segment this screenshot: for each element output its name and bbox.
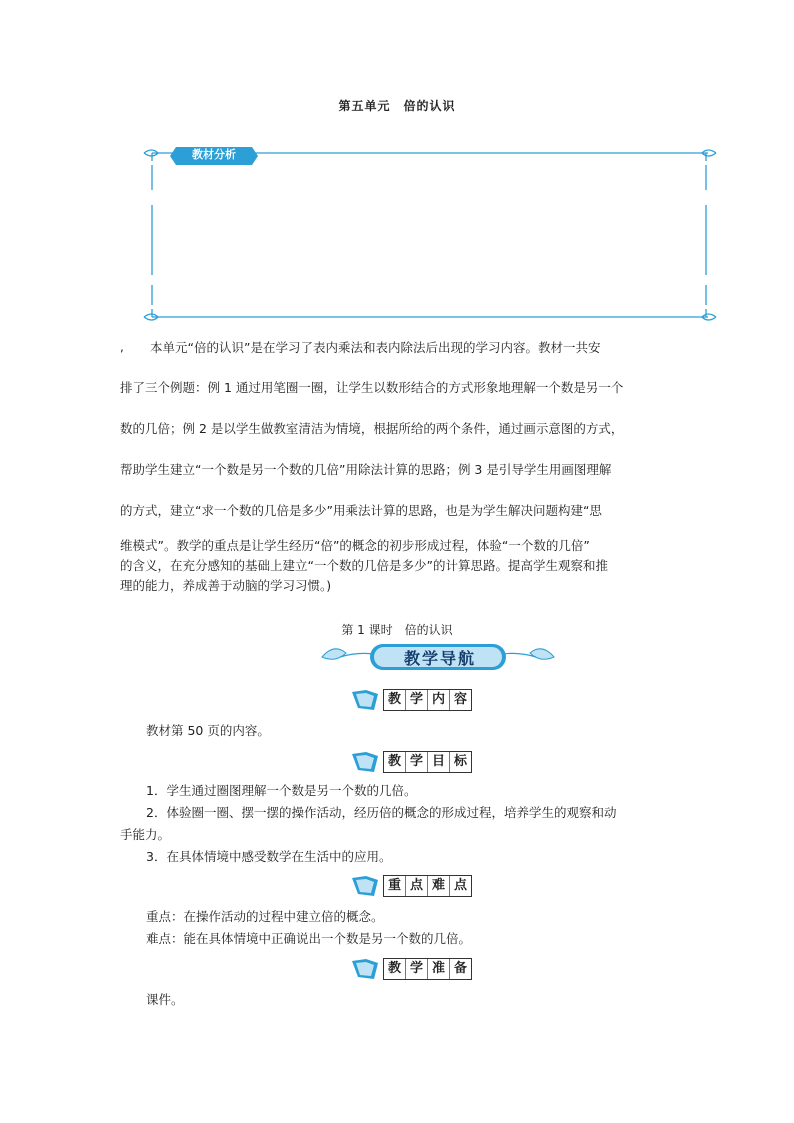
section-char: 内 bbox=[428, 690, 450, 710]
goal-line: 1．学生通过圈图理解一个数是另一个数的几倍。 bbox=[146, 783, 417, 798]
section-char: 学 bbox=[406, 690, 428, 710]
book-icon bbox=[350, 957, 380, 981]
section-header-goals bbox=[350, 750, 480, 774]
analysis-line: 的含义，在充分感知的基础上建立“一个数的几倍是多少”的计算思路。提高学生观察和推 bbox=[120, 558, 608, 573]
section-header-content bbox=[350, 688, 480, 712]
goal-line: 2．体验圈一圈、摆一摆的操作活动，经历倍的概念的形成过程，培养学生的观察和动 bbox=[146, 805, 617, 820]
goal-line: 3．在具体情境中感受数学在生活中的应用。 bbox=[146, 849, 392, 864]
analysis-line: 维模式”。教学的重点是让学生经历“倍”的概念的初步形成过程，体验“一个数的几倍” bbox=[120, 538, 590, 553]
section-char: 准 bbox=[428, 959, 450, 979]
analysis-line: 本单元“倍的认识”是在学习了表内乘法和表内除法后出现的学习内容。教材一共安 bbox=[150, 340, 601, 355]
analysis-line: 帮助学生建立“一个数是另一个数的几倍”用除法计算的思路；例 3 是引导学生用画图理解 bbox=[120, 462, 612, 477]
section-char: 备 bbox=[453, 961, 467, 976]
section-char: 容 bbox=[453, 692, 467, 707]
analysis-line: 数的几倍；例 2 是以学生做教室清洁为情境，根据所给的两个条件，通过画示意图的方式， bbox=[120, 421, 624, 436]
key-point-line: 重点：在操作活动的过程中建立倍的概念。 bbox=[146, 909, 384, 924]
analysis-tag: 教材分析 bbox=[192, 148, 236, 161]
analysis-line: 排了三个例题：例 1 通过用笔圈一圈，让学生以数形结合的方式形象地理解一个数是另一个 bbox=[120, 380, 624, 395]
section-char: 教 bbox=[384, 959, 406, 979]
section-char: 教 bbox=[384, 752, 406, 772]
section-char: 教 bbox=[384, 690, 406, 710]
prep-line: 课件。 bbox=[146, 992, 184, 1007]
section-char: 点 bbox=[406, 876, 428, 896]
analysis-frame bbox=[140, 145, 720, 325]
section-char: 学 bbox=[406, 752, 428, 772]
lesson-title: 第 1 课时 倍的认识 bbox=[341, 623, 453, 637]
section-header-key-points bbox=[350, 874, 480, 898]
section-header-prep bbox=[350, 957, 480, 981]
book-icon bbox=[350, 750, 380, 774]
analysis-line: 理的能力，养成善于动脑的学习习惯。) bbox=[120, 578, 332, 593]
stray-mark: , bbox=[120, 340, 124, 354]
section-char: 学 bbox=[406, 959, 428, 979]
section-char: 目 bbox=[428, 752, 450, 772]
section-char: 标 bbox=[453, 754, 467, 769]
book-icon bbox=[350, 874, 380, 898]
nav-banner-title: 教学导航 bbox=[403, 649, 476, 668]
goal-line: 手能力。 bbox=[120, 827, 171, 842]
unit-title: 第五单元 倍的认识 bbox=[338, 99, 456, 113]
analysis-line: 的方式，建立“求一个数的几倍是多少”用乘法计算的思路，也是为学生解决问题构建“思 bbox=[120, 503, 602, 518]
content-line: 教材第 50 页的内容。 bbox=[146, 723, 270, 738]
section-char: 点 bbox=[453, 878, 467, 893]
book-icon bbox=[350, 688, 380, 712]
section-char: 重 bbox=[384, 876, 406, 896]
section-char: 难 bbox=[428, 876, 450, 896]
key-point-line: 难点：能在具体情境中正确说出一个数是另一个数的几倍。 bbox=[146, 931, 472, 946]
